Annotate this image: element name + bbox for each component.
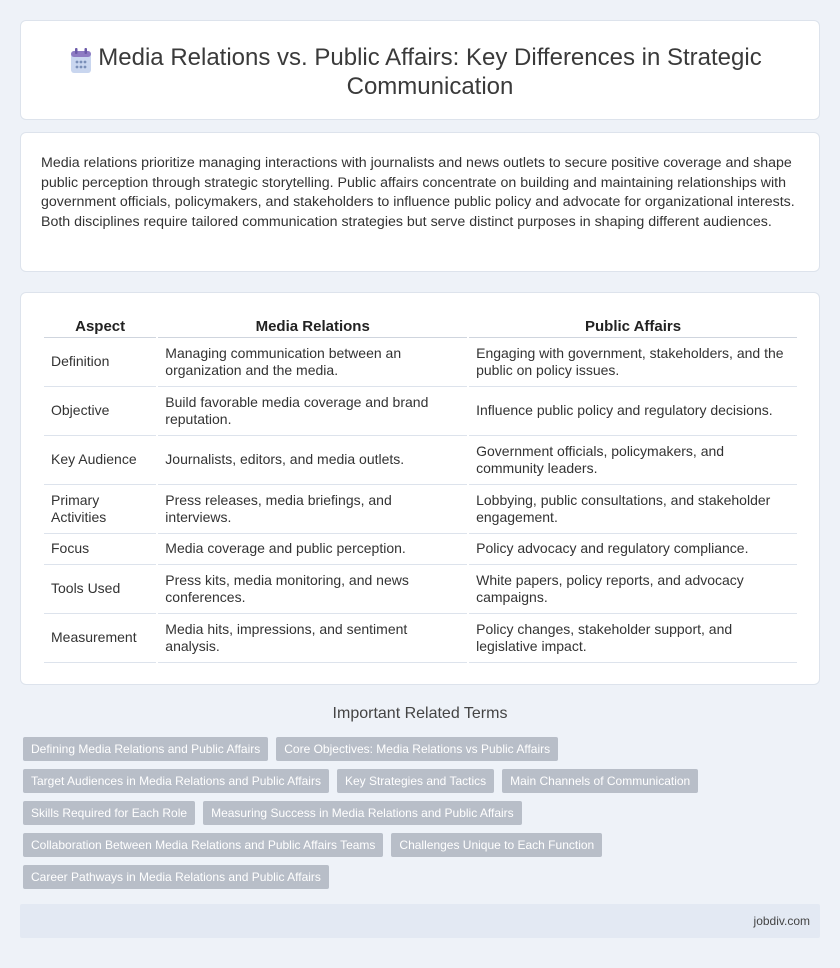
related-terms-title: Important Related Terms	[332, 705, 508, 722]
aspect-cell: Objective	[44, 387, 156, 436]
header-public-affairs: Public Affairs	[469, 314, 797, 338]
aspect-cell: Definition	[44, 338, 156, 387]
related-term-link[interactable]: Key Strategies and Tactics	[337, 769, 494, 793]
related-term-link[interactable]: Skills Required for Each Role	[23, 801, 195, 825]
table-row	[44, 338, 797, 387]
media-relations-cell: Media coverage and public perception.	[158, 534, 467, 565]
related-term-link[interactable]: Target Audiences in Media Relations and Public Affairs	[23, 769, 329, 793]
aspect-cell: Primary Activities	[44, 485, 156, 534]
table-row	[44, 387, 797, 436]
media-relations-cell: Press kits, media monitoring, and news conferences.	[158, 565, 467, 614]
table-header-row	[44, 314, 797, 338]
table-row	[44, 436, 797, 485]
public-affairs-cell: Lobbying, public consultations, and stakeholder engagement.	[469, 485, 797, 534]
public-affairs-cell: Policy changes, stakeholder support, and legislative impact.	[469, 614, 797, 663]
related-term-link[interactable]: Collaboration Between Media Relations and Public Affairs Teams	[23, 833, 383, 857]
public-affairs-cell: Government officials, policymakers, and community leaders.	[469, 436, 797, 485]
header-card	[20, 20, 820, 120]
media-relations-cell: Media hits, impressions, and sentiment analysis.	[158, 614, 467, 663]
public-affairs-cell: Engaging with government, stakeholders, and the public on policy issues.	[469, 338, 797, 387]
related-term-link[interactable]: Main Channels of Communication	[502, 769, 698, 793]
intro-card	[20, 132, 820, 272]
aspect-cell: Key Audience	[44, 436, 156, 485]
media-relations-cell: Managing communication between an organization and the media.	[158, 338, 467, 387]
header-media-relations: Media Relations	[158, 314, 467, 338]
related-term-link[interactable]: Core Objectives: Media Relations vs Public Affairs	[276, 737, 558, 761]
intro-paragraph: Media relations prioritize managing interactions with journalists and news outlets to secure positive coverage and shape public perception through strategic storytelling. Public affairs concentrate on building and maintaining relationships with government officials, policymakers, and stakeholders to influence public policy and advocate for organizational interests. Both disciplines require tailored communication strategies but serve distinct purposes in shaping different audiences.	[41, 155, 795, 230]
footer-site-link[interactable]: jobdiv.com	[753, 914, 810, 928]
table-row	[44, 485, 797, 534]
public-affairs-cell: Policy advocacy and regulatory compliance.	[469, 534, 797, 565]
related-term-link[interactable]: Defining Media Relations and Public Affairs	[23, 737, 268, 761]
aspect-cell: Tools Used	[44, 565, 156, 614]
aspect-cell: Focus	[44, 534, 156, 565]
page-title: Media Relations vs. Public Affairs: Key Differences in Strategic Communication	[98, 44, 762, 100]
related-term-link[interactable]: Challenges Unique to Each Function	[391, 833, 602, 857]
table-row	[44, 614, 797, 663]
header-aspect: Aspect	[44, 314, 156, 338]
media-relations-cell: Press releases, media briefings, and interviews.	[158, 485, 467, 534]
comparison-table	[42, 314, 799, 663]
aspect-cell: Measurement	[44, 614, 156, 663]
public-affairs-cell: White papers, policy reports, and advocacy campaigns.	[469, 565, 797, 614]
related-term-link[interactable]: Measuring Success in Media Relations and Public Affairs	[203, 801, 522, 825]
related-terms-list	[23, 737, 813, 889]
media-relations-cell: Build favorable media coverage and brand reputation.	[158, 387, 467, 436]
table-row	[44, 565, 797, 614]
related-term-link[interactable]: Career Pathways in Media Relations and Public Affairs	[23, 865, 329, 889]
public-affairs-cell: Influence public policy and regulatory decisions.	[469, 387, 797, 436]
footer	[20, 904, 820, 938]
table-row	[44, 534, 797, 565]
media-relations-cell: Journalists, editors, and media outlets.	[158, 436, 467, 485]
comparison-card	[20, 292, 820, 685]
